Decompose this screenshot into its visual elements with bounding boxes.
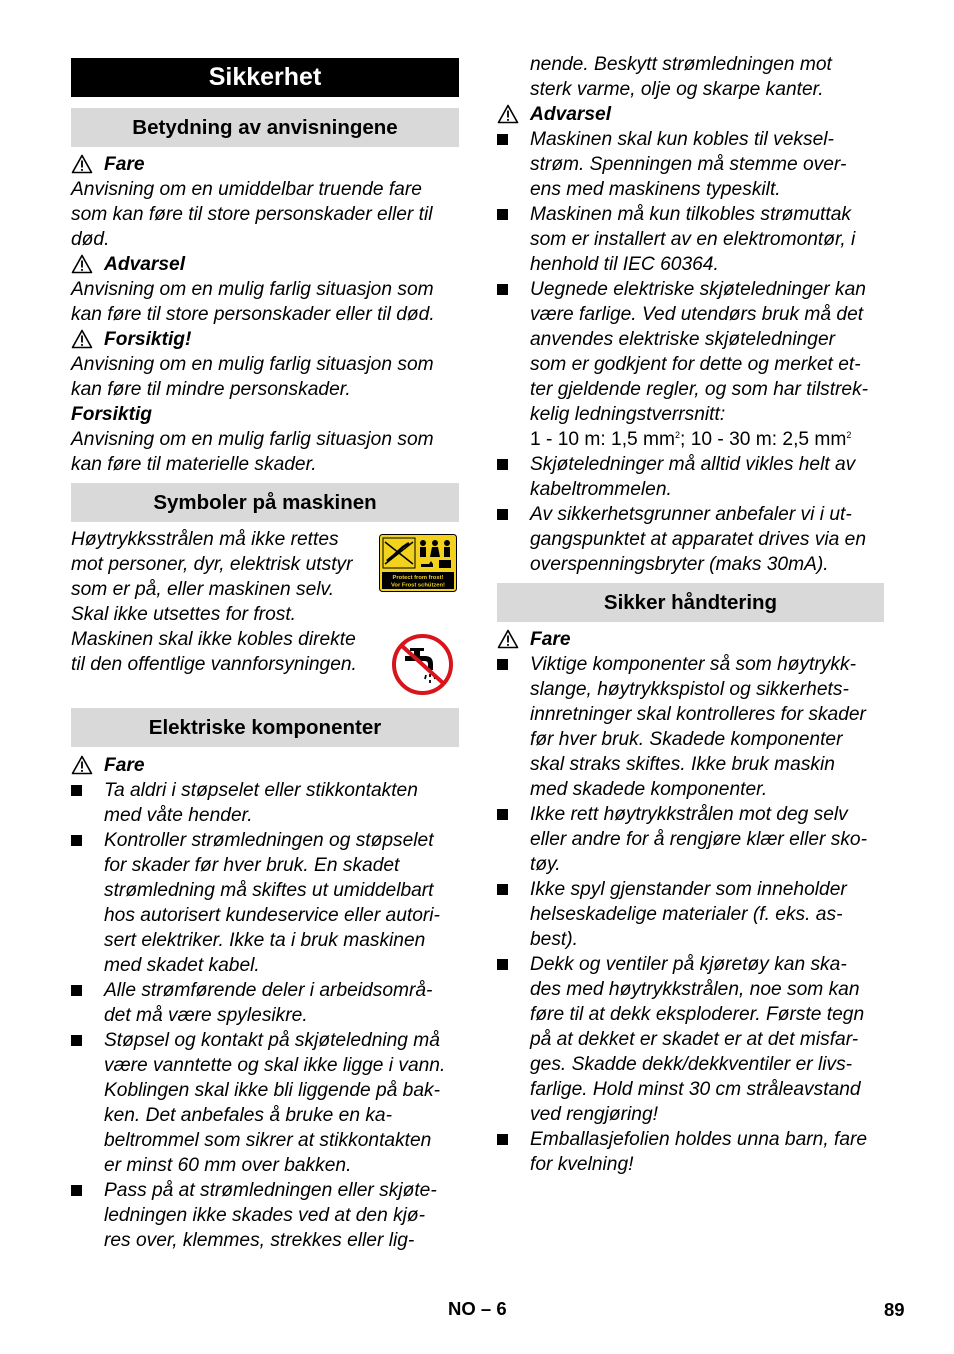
bullet-text: Av sikkerhetsgrunner anbefaler vi i ut- [530,504,852,525]
text-line: mot personer, dyr, elektrisk utstyr [71,554,353,575]
bullet-text: Støpsel og kontakt på skjøteledning må [104,1030,440,1051]
text-line: kan føre til store personskader eller til død. [71,304,435,325]
bullet-text: kelig ledningstverrsnitt: [530,404,726,425]
bullet-text: Maskinen må kun tilkobles strømuttak [530,204,851,225]
bullet-marker [71,835,82,846]
bullet-text: anvendes elektriske skjøteledninger [530,329,836,350]
warning-triangle-icon [497,629,519,649]
bullet-marker [497,284,508,295]
text-line: som er på, eller maskinen selv. [71,579,335,600]
bullet-marker [71,985,82,996]
bullet-marker [497,1134,508,1145]
bullet-text: Uegnede elektriske skjøteledninger kan [530,279,866,300]
bullet-text: beltrommel som sikrer at stikkontakten [104,1130,432,1151]
label-advarsel: Advarsel [530,104,612,125]
bullet-text: med skadet kabel. [104,955,260,976]
bullet-marker [71,785,82,796]
bullet-text: ens med maskinens typeskilt. [530,179,781,200]
bullet-text: Ikke spyl gjenstander som inneholder [530,879,847,900]
text-line: død. [71,229,110,250]
section-heading-elektriske: Elektriske komponenter [71,708,459,747]
bullet-text: før hver bruk. Skadede komponenter [530,729,843,750]
bullet-text: Emballasjefolien holdes unna barn, fare [530,1129,868,1150]
text-line: Anvisning om en mulig farlig situasjon som [71,429,434,450]
bullet-text: Ikke rett høytrykkstrålen mot deg selv [530,804,848,825]
label-fare: Fare [530,629,571,650]
bullet-text: hos autorisert kundeservice eller autori- [104,905,440,926]
bullet-text: overspenningsbryter (maks 30mA). [530,554,829,575]
bullet-text: Pass på at strømledningen eller skjøte- [104,1180,437,1201]
bullet-text: Alle strømførende deler i arbeidsområ- [104,980,433,1001]
bullet-text: Viktige komponenter så som høytrykk- [530,654,856,675]
bullet-text: føre til at dekk eksploderer. Første tegn [530,1004,865,1025]
section-heading-sikker-handtering: Sikker håndtering [497,583,884,622]
text-line: Høytrykksstrålen må ikke rettes [71,529,339,550]
label-fare: Fare [104,755,145,776]
bullet-text: tøy. [530,854,561,875]
text-line: til den offentlige vannforsyningen. [71,654,357,675]
bullet-text: des med høytrykkstrålen, noe som kan [530,979,860,1000]
label-advarsel: Advarsel [104,254,186,275]
text-line: Anvisning om en umiddelbar truende fare [71,179,422,200]
bullet-marker [71,1035,82,1046]
label-forsiktig: Forsiktig [71,404,153,425]
bullet-text: best). [530,929,578,950]
bullet-text: det må være spylesikre. [104,1005,308,1026]
label-fare: Fare [104,154,145,175]
bullet-text: Dekk og ventiler på kjøretøy kan ska- [530,954,847,975]
bullet-text: skal straks skiftes. Ikke bruk maskin [530,754,835,775]
page-title: Sikkerhet [71,58,459,97]
warning-triangle-icon [71,154,93,174]
text-line: som kan føre til store personskader eller til [71,204,433,225]
bullet-marker [497,134,508,145]
bullet-text: for kvelning! [530,1154,634,1175]
bullet-marker [497,509,508,520]
bullet-text: ved rengjøring! [530,1104,658,1125]
bullet-text: strøm. Spenningen må stemme over- [530,154,847,175]
bullet-text: være vanntette og skal ikke ligge i vann. [104,1055,446,1076]
bullet-text: Koblingen skal ikke bli liggende på bak- [104,1080,440,1101]
text-line: Anvisning om en mulig farlig situasjon som [71,354,434,375]
bullet-text: med skadede komponenter. [530,779,768,800]
bullet-text: med våte hender. [104,805,253,826]
bullet-text: ledningen ikke skades ved at den kjø- [104,1205,426,1226]
bullet-text: kabeltrommelen. [530,479,672,500]
warning-triangle-icon [497,104,519,124]
sticker-text: Vor Frost schützen! [390,582,446,589]
bullet-text: slange, høytrykkspistol og sikkerhets- [530,679,849,700]
text-line: Skal ikke utsettes for frost. [71,604,297,625]
text-line: Anvisning om en mulig farlig situasjon som [71,279,434,300]
bullet-marker [497,659,508,670]
section-heading-betydning: Betydning av anvisningene [71,108,459,147]
bullet-text: Maskinen skal kun kobles til veksel- [530,129,834,150]
bullet-marker [497,209,508,220]
bullet-text: sert elektriker. Ikke ta i bruk maskinen [104,930,426,951]
text-line: kan føre til mindre personskader. [71,379,351,400]
footer-section-label: NO – 6 [448,1298,507,1319]
bullet-text: res over, klemmes, strekkes eller lig- [104,1230,415,1251]
text-line: sterk varme, olje og skarpe kanter. [530,79,824,100]
bullet-text: helseskadelige materialer (f. eks. as- [530,904,843,925]
bullet-text: er minst 60 mm over bakken. [104,1155,352,1176]
bullet-text: innretninger skal kontrolleres for skader [530,704,866,725]
bullet-text: Ta aldri i støpselet eller stikkontakten [104,780,418,801]
cable-cross-section: 1 - 10 m: 1,5 $mm^2$; 10 - 30 m: 2,5 $mm^2$ [530,429,852,450]
sticker-text: Protect from frost! [392,575,444,581]
label-forsiktig-exclaim: Forsiktig! [104,329,192,350]
bullet-text: Kontroller strømledningen og støpselet [104,830,434,851]
bullet-text: for skader før hver bruk. En skadet [104,855,400,876]
safety-sticker-icon [379,534,457,592]
bullet-text: ges. Skadde dekk/dekkventiler er livs- [530,1054,853,1075]
text-line: nende. Beskytt strømledningen mot [530,54,832,75]
bullet-marker [497,959,508,970]
bullet-text: på at dekket er skadet er at det misfar- [530,1029,859,1050]
text-line: kan føre til materielle skader. [71,454,317,475]
bullet-text: strømledning må skiftes ut umiddelbart [104,880,434,901]
bullet-marker [497,809,508,820]
bullet-text: som er godkjent for dette og merket et- [530,354,861,375]
bullet-text: gangspunktet at apparatet drives via en [530,529,867,550]
bullet-marker [71,1185,82,1196]
bullet-text: farlige. Hold minst 30 cm stråleavstand [530,1079,861,1100]
bullet-text: eller andre for å rengjøre klær eller sko- [530,829,867,850]
section-heading-symboler: Symboler på maskinen [71,483,459,522]
text-line: Maskinen skal ikke kobles direkte [71,629,356,650]
no-water-mains-icon [391,633,454,696]
bullet-text: ter gjeldende regler, og som har tilstrek- [530,379,869,400]
bullet-text: ken. Det anbefales å bruke en ka- [104,1105,392,1126]
bullet-text: Skjøteledninger må alltid vikles helt av [530,454,856,475]
bullet-marker [497,884,508,895]
page-number: 89 [884,1299,905,1320]
warning-triangle-icon [71,329,93,349]
warning-triangle-icon [71,755,93,775]
bullet-marker [497,459,508,470]
bullet-text: være farlige. Ved utendørs bruk må det [530,304,864,325]
warning-triangle-icon [71,254,93,274]
bullet-text: henhold til IEC 60364. [530,254,719,275]
bullet-text: som er installert av en elektromontør, i [530,229,856,250]
